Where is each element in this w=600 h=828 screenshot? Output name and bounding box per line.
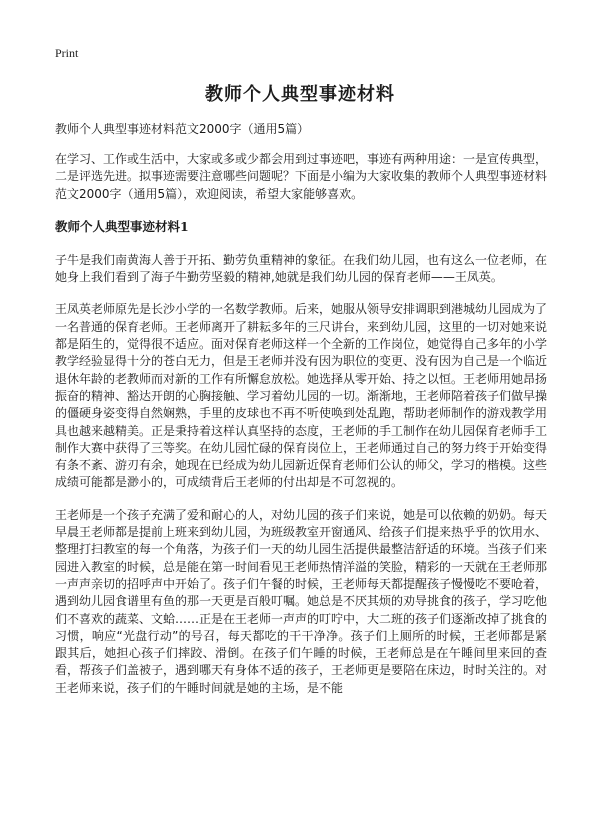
section-heading: 教师个人典型事迹材料1 xyxy=(55,218,189,234)
print-label[interactable]: Print xyxy=(55,46,79,60)
body-paragraph: 王老师是一个孩子充满了爱和耐心的人，对幼儿园的孩子们来说，她是可以依赖的奶奶。每天早晨王老师都是提前上班来到幼儿园，为班级教室开窗通风、给孩子们提来热乎乎的饮用水、整理打扫教室的每一个角落，为孩子们一天的幼儿园生活提供最整洁舒适的环境。当孩子们来园进入教室的时候，总是能在第一时间看见王老师热情洋溢的笑脸，精彩的一天就在王老师那一声声亲切的招呼声中开始了。孩子们午餐的时候，王老师每天都提醒孩子慢慢吃不要呛着，遇到幼儿园食谱里有鱼的那一天更是百般叮嘱。她总是不厌其烦的劝导挑食的孩子，学习吃他们不喜欢的蔬菜、文蛤……正是在王老师一声声的叮咛中，大二班的孩子们逐渐改掉了挑食的习惯，响应“光盘行动”的号召，每天都吃的干干净净。孩子们上厕所的时候，王老师都是紧跟其后，她担心孩子们摔跤、滑倒。在孩子们午睡的时候，王老师总是在午睡间里来回的查看，帮孩子们盖被子，遇到哪天有身体不适的孩子，王老师更是要陪在床边，时时关注的。对王老师来说，孩子们的午睡时间就是她的主场，是不能 xyxy=(55,507,548,695)
body-paragraph: 子牛是我们南黄海人善于开拓、勤劳负重精神的象征。在我们幼儿园，也有这么一位老师，在她身上我们看到了海子牛勤劳坚毅的精神,她就是我们幼儿园的保育老师——王凤英。 xyxy=(55,252,548,285)
document-subtitle: 教师个人典型事迹材料范文2000字（通用5篇） xyxy=(55,122,310,136)
intro-paragraph: 在学习、工作或生活中，大家或多或少都会用到过事迹吧，事迹有两种用途：一是宣传典型，二是评选先进。拟事迹需要注意哪些问题呢？下面是小编为大家收集的教师个人典型事迹材料范文2000字（通用5篇），欢迎阅读，希望大家能够喜欢。 xyxy=(55,152,548,201)
document-body xyxy=(55,121,547,712)
body-paragraph: 王凤英老师原先是长沙小学的一名数学教师。后来，她服从领导安排调职到港城幼儿园成为了一名普通的保育老师。王老师离开了耕耘多年的三尺讲台，来到幼儿园，这里的一切对她来说都是陌生的，觉得很不适应。面对保育老师这样一个全新的工作岗位，她觉得自己多年的小学教学经验显得十分的苍白无力，但是王老师并没有因为职位的变更、没有因为自己是一个临近退休年龄的老教师而对新的工作有所懈怠放松。她选择从零开始、持之以恒。王老师用她昂扬振奋的精神、豁达开朗的心胸接触、学习着幼儿园的一切。渐渐地，王老师陪着孩子们做早操的僵硬身姿变得自然娴熟，手里的皮球也不再不听使唤到处乱跑，帮助老师制作的游戏教学用具也越来越精美。正是秉持着这样认真坚持的态度，王老师的手工制作在幼儿园保育老师手工制作大赛中获得了三等奖。在幼儿园忙碌的保育岗位上，王老师通过自己的努力终于开始变得有条不紊、游刃有余，她现在已经成为幼儿园新近保育老师们公认的师父，学习的楷模。这些成绩可能都是渺小的，可成绩背后王老师的付出却是不可忽视的。 xyxy=(55,302,548,490)
page-title: 教师个人典型事迹材料 xyxy=(205,84,395,105)
